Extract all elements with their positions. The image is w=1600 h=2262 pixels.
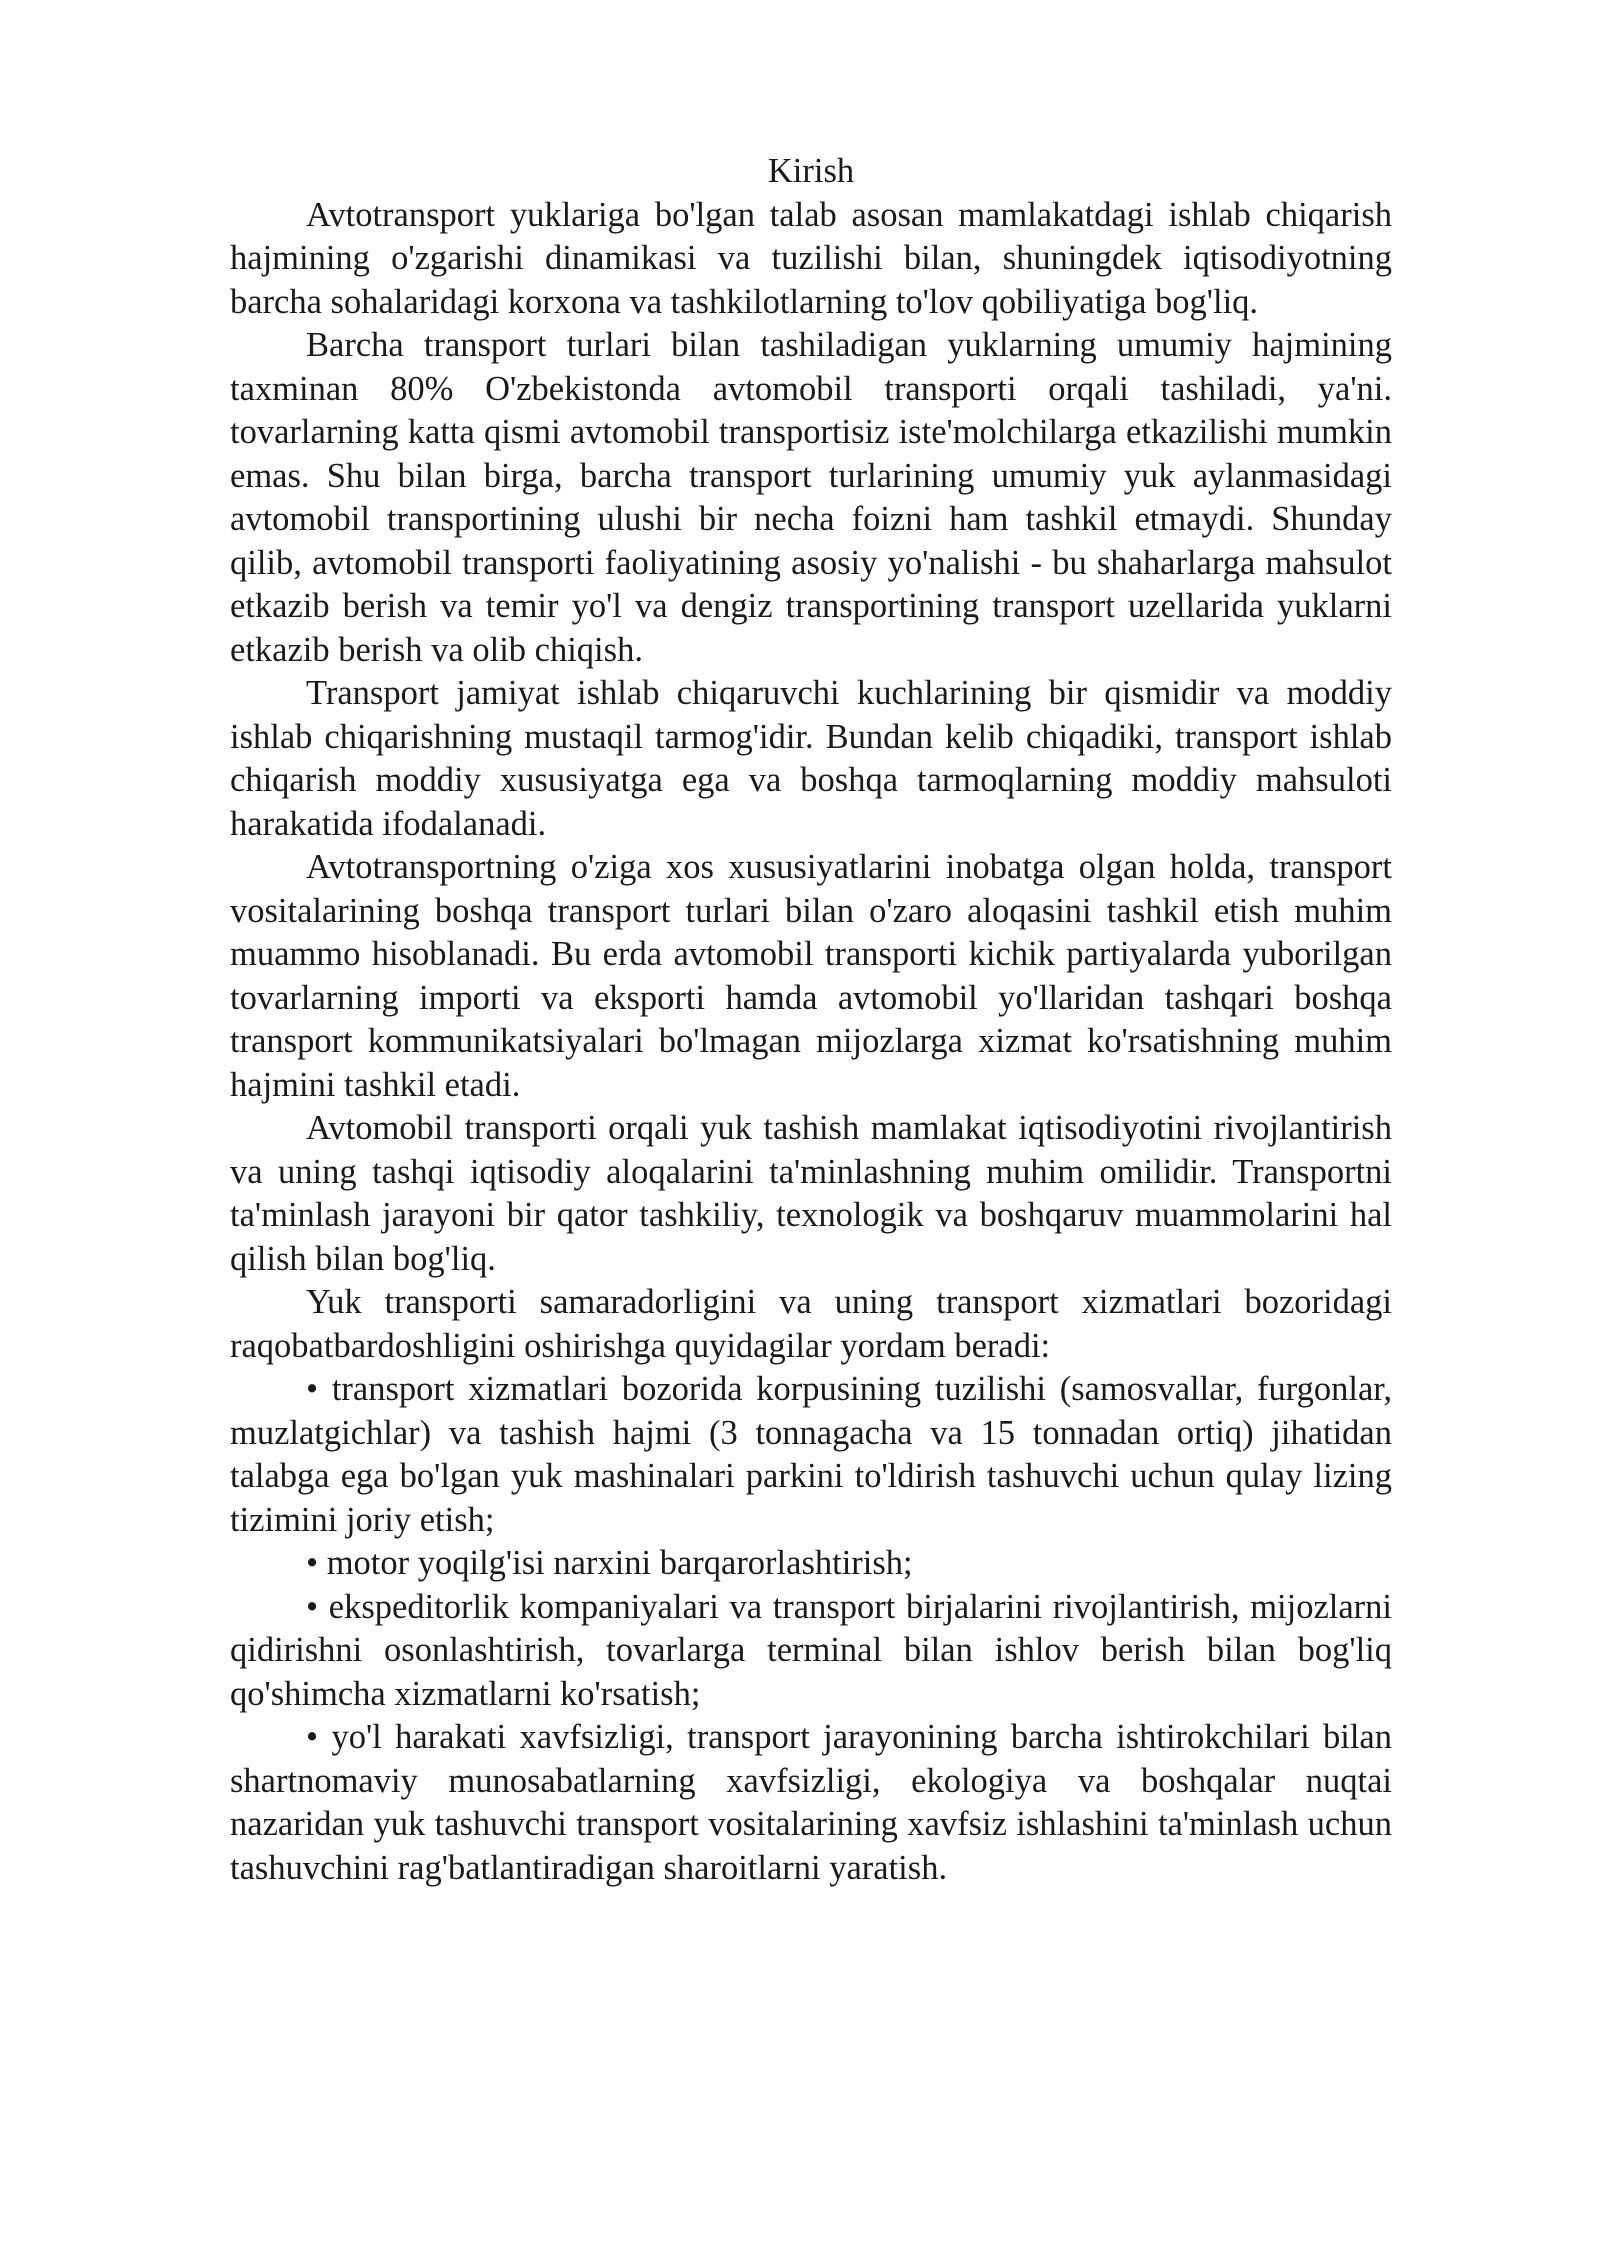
bullet-list <box>230 1368 1392 1890</box>
bullet-item-4 <box>230 1716 1392 1890</box>
bullet-text-3: ekspeditorlik kompaniyalari va transport birjalarini rivojlantirish, mijozlarni qidirishni osonlashtirish, tovarlarga terminal bilan ishlov berish bilan bog'liq qo'shimcha xizmatlarni ko'rsatish; <box>230 1587 1393 1713</box>
bullet-item-2 <box>230 1542 1392 1586</box>
bullet-text-1: transport xizmatlari bozorida korpusining tuzilishi (samosvallar, furgonlar, muzlatgichlar) va tashish hajmi (3 tonnagacha va 15 tonnadan ortiq) jihatidan talabga ega bo'lgan yuk mashinalari parkini to'ldirish tashuvchi uchun qulay lizing tizimini joriy etish; <box>230 1370 1392 1539</box>
paragraph-5: Avtomobil transporti orqali yuk tashish mamlakat iqtisodiyotini rivojlantirish va uning tashqi iqtisodiy aloqalarini ta'minlashning muhim omilidir. Transportni ta'minlash jarayoni bir qator tashkiliy, texnologik va boshqaruv muammolarini hal qilish bilan bog'liq. <box>230 1109 1392 1278</box>
document-page <box>230 150 1392 1890</box>
bullet-icon: • <box>306 1718 319 1756</box>
bullet-icon: • <box>306 1544 319 1582</box>
paragraph-1: Avtotransport yuklariga bo'lgan talab asosan mamlakatdagi ishlab chiqarish hajmining o'zgarishi dinamikasi va tuzilishi bilan, shuningdek iqtisodiyotning barcha sohalaridagi korxona va tashkilotlarning to'lov qobiliyatiga bog'liq. <box>230 195 1392 321</box>
bullet-icon: • <box>306 1587 319 1626</box>
paragraph-3: Transport jamiyat ishlab chiqaruvchi kuchlarining bir qismidir va moddiy ishlab chiqarishning mustaqil tarmog'idir. Bundan kelib chiqadiki, transport ishlab chiqarish moddiy xususiyatga ega va boshqa tarmoqlarning moddiy mahsuloti harakatida ifodalanadi. <box>230 674 1392 843</box>
bullet-text-4: yo'l harakati xavfsizligi, transport jarayonining barcha ishtirokchilari bilan shartnomaviy munosabatlarning xavfsizligi, ekologiya va boshqalar nuqtai nazaridan yuk tashuvchi transport vositalarining xavfsiz ishlashini ta'minlash uchun tashuvchini rag'batlantiradigan sharoitlarni yaratish. <box>230 1718 1392 1887</box>
document-title: Kirish <box>767 152 855 190</box>
bullet-icon: • <box>306 1370 319 1408</box>
bullet-text-2: motor yoqilg'isi narxini barqarorlashtirish; <box>326 1544 913 1582</box>
paragraph-4: Avtotransportning o'ziga xos xususiyatlarini inobatga olgan holda, transport vositalarining boshqa transport turlari bilan o'zaro aloqasini tashkil etish muhim muammo hisoblanadi. Bu erda avtomobil transporti kichik partiyalarda yuborilgan tovarlarning importi va eksporti hamda avtomobil yo'llaridan tashqari boshqa transport kommunikatsiyalari bo'lmagan mijozlarga xizmat ko'rsatishning muhim hajmini tashkil etadi. <box>230 848 1392 1104</box>
bullet-item-3 <box>230 1586 1392 1717</box>
paragraph-6: Yuk transporti samaradorligini va uning transport xizmatlari bozoridagi raqobatbardoshligini oshirishga quyidagilar yordam beradi: <box>230 1283 1392 1365</box>
paragraph-2: Barcha transport turlari bilan tashiladigan yuklarning umumiy hajmining taxminan 80% O'zbekistonda avtomobil transporti orqali tashiladi, ya'ni. tovarlarning katta qismi avtomobil transportisiz iste'molchilarga etkazilishi mumkin emas. Shu bilan birga, barcha transport turlarining umumiy yuk aylanmasidagi avtomobil transportining ulushi bir necha foizni ham tashkil etmaydi. Shunday qilib, avtomobil transporti faoliyatining asosiy yo'nalishi - bu shaharlarga mahsulot etkazib berish va temir yo'l va dengiz transportining transport uzellarida yuklarni etkazib berish va olib chiqish. <box>230 326 1392 669</box>
bullet-item-1 <box>230 1368 1392 1542</box>
